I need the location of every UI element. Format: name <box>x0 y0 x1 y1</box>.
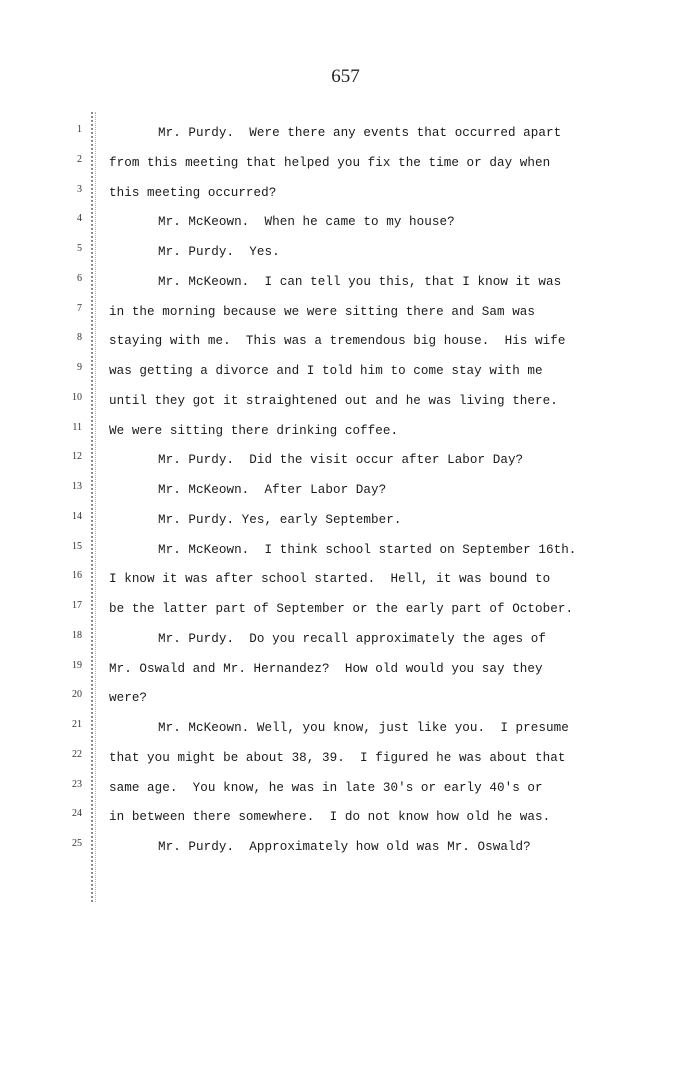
line-number: 23 <box>72 778 82 790</box>
line-number: 22 <box>72 748 82 760</box>
transcript-line <box>0 420 691 442</box>
line-text: Mr. Oswald and Mr. Hernandez? How old would you say they <box>109 661 543 676</box>
line-text: same age. You know, he was in late 30's or early 40's or <box>109 780 543 795</box>
line-text: I know it was after school started. Hell, it was bound to <box>109 572 551 587</box>
transcript-line <box>0 777 691 799</box>
line-number: 9 <box>77 362 82 373</box>
page-number: 657 <box>331 66 360 87</box>
line-text: We were sitting there drinking coffee. <box>109 423 399 438</box>
line-number: 20 <box>72 689 82 701</box>
line-number: 1 <box>77 124 82 135</box>
line-text: Mr. Purdy. Yes. <box>158 245 280 259</box>
transcript-line <box>0 182 691 204</box>
line-text: in between there somewhere. I do not know how old he was. <box>109 810 551 825</box>
transcript-line <box>0 152 691 174</box>
transcript-line <box>0 806 691 828</box>
transcript-line <box>0 301 691 323</box>
line-text: Mr. McKeown. When he came to my house? <box>158 215 455 230</box>
transcript-line <box>0 479 691 501</box>
line-text: Mr. McKeown. After Labor Day? <box>158 483 387 497</box>
line-number: 19 <box>72 659 82 671</box>
line-text: from this meeting that helped you fix the time or day when <box>109 155 551 170</box>
line-text: be the latter part of September or the early part of October. <box>109 602 574 616</box>
line-text: Mr. McKeown. I think school started on September 16th. <box>158 542 577 557</box>
line-number: 10 <box>72 391 82 403</box>
line-number: 2 <box>77 153 82 165</box>
transcript-line <box>0 568 691 590</box>
transcript-line <box>0 539 691 561</box>
line-number: 16 <box>72 570 82 582</box>
line-text: was getting a divorce and I told him to come stay with me <box>109 364 543 378</box>
line-number: 7 <box>77 302 82 314</box>
line-text: Mr. Purdy. Were there any events that occurred apart <box>158 126 562 140</box>
line-text: that you might be about 38, 39. I figured he was about that <box>109 750 566 765</box>
line-text: in the morning because we were sitting there and Sam was <box>109 304 536 319</box>
transcript-line <box>0 658 691 680</box>
line-number: 6 <box>77 272 82 284</box>
line-text: Mr. Purdy. Do you recall approximately the ages of <box>158 631 546 646</box>
line-number: 12 <box>72 451 82 463</box>
line-text: Mr. McKeown. I can tell you this, that I know it was <box>158 274 562 289</box>
line-text: Mr. Purdy. Yes, early September. <box>158 512 402 527</box>
line-number: 24 <box>72 808 82 820</box>
line-number: 18 <box>72 629 82 641</box>
line-number: 13 <box>72 481 82 492</box>
transcript-line <box>0 122 691 144</box>
line-text: Mr. Purdy. Approximately how old was Mr. Oswald? <box>158 840 531 854</box>
line-text: until they got it straightened out and he was living there. <box>109 393 558 408</box>
transcript-line <box>0 509 691 531</box>
transcript-line <box>0 836 691 858</box>
transcript-line <box>0 360 691 382</box>
transcript-line <box>0 330 691 352</box>
transcript-line <box>0 271 691 293</box>
line-text: were? <box>109 691 148 706</box>
transcript-line <box>0 449 691 471</box>
transcript-line <box>0 241 691 263</box>
transcript-line <box>0 598 691 620</box>
transcript-line <box>0 747 691 769</box>
line-text: staying with me. This was a tremendous big house. His wife <box>109 334 566 349</box>
line-number: 14 <box>72 510 82 522</box>
line-number: 17 <box>72 600 82 611</box>
line-text: this meeting occurred? <box>109 185 277 200</box>
transcript-line <box>0 687 691 709</box>
transcript-line <box>0 717 691 739</box>
line-number: 8 <box>77 332 82 344</box>
line-number: 11 <box>72 421 82 433</box>
line-number: 15 <box>72 540 82 552</box>
line-number: 5 <box>77 243 82 254</box>
line-text: Mr. McKeown. Well, you know, just like you. I presume <box>158 721 569 735</box>
line-number: 3 <box>77 183 82 195</box>
transcript-line <box>0 211 691 233</box>
line-text: Mr. Purdy. Did the visit occur after Labor Day? <box>158 453 524 468</box>
line-number: 21 <box>72 719 82 730</box>
transcript-line <box>0 390 691 412</box>
transcript-line <box>0 628 691 650</box>
line-number: 4 <box>77 213 82 225</box>
line-number: 25 <box>72 838 82 849</box>
